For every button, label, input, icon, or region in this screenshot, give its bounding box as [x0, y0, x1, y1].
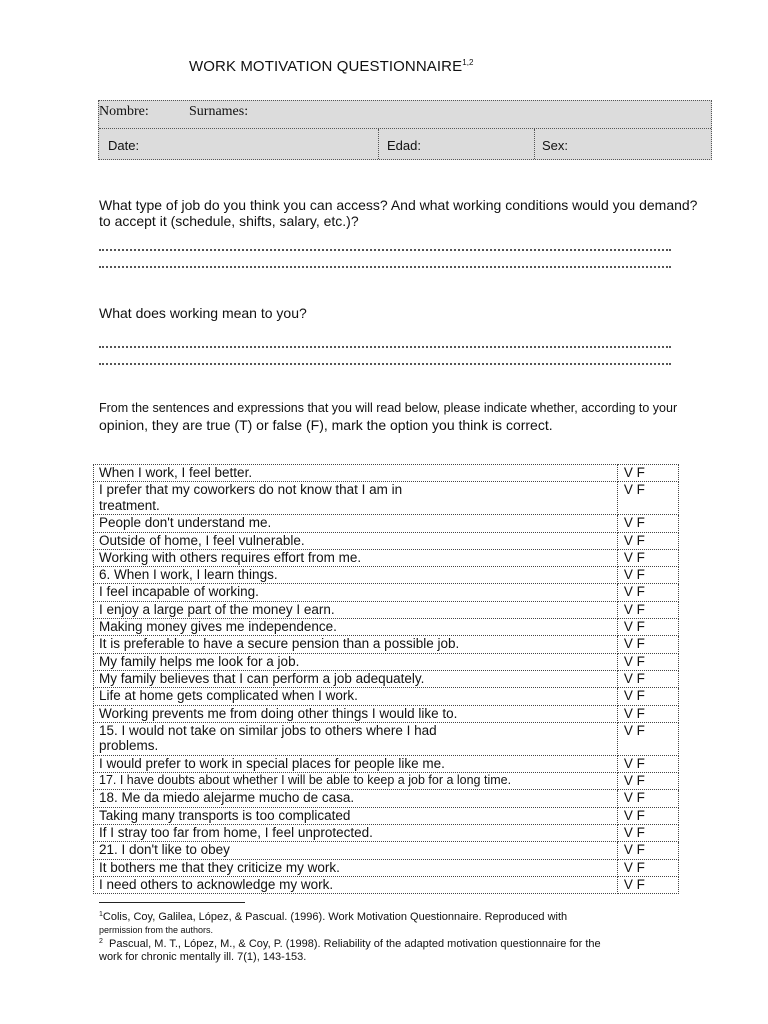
- statement-text: When I work, I feel better.: [94, 465, 618, 482]
- statement-row: [94, 567, 679, 584]
- footnote-1-mark: 1: [99, 911, 103, 918]
- true-false-options[interactable]: V F: [617, 515, 678, 532]
- edad-label: Edad:: [387, 138, 421, 153]
- true-false-options[interactable]: V F: [617, 465, 678, 482]
- statement-row: [94, 825, 679, 842]
- true-false-options[interactable]: V F: [617, 790, 678, 807]
- surnames-label: Surnames:: [189, 104, 249, 119]
- true-false-options[interactable]: V F: [617, 842, 678, 859]
- footnote-1: [99, 908, 659, 937]
- question-working-meaning: What does working mean to you?: [99, 305, 307, 321]
- statement-text: My family believes that I can perform a job adequately.: [94, 670, 618, 687]
- statement-row: [94, 807, 679, 824]
- instructions-line-1: From the sentences and expressions that you will read below, please indicate whether, according to your: [99, 401, 678, 415]
- date-label: Date:: [108, 138, 140, 153]
- statement-row: [94, 515, 679, 532]
- statement-text: I prefer that my coworkers do not know that I am in treatment.: [94, 482, 618, 515]
- statement-text: Working with others requires effort from me.: [94, 549, 618, 566]
- statement-row: [94, 705, 679, 722]
- statement-row: [94, 619, 679, 636]
- statement-text: Making money gives me independence.: [94, 619, 618, 636]
- name-row: [99, 101, 711, 129]
- footnote-1-text: Colis, Coy, Galilea, López, & Pascual. (1996). Work Motivation Questionnaire. Reproduced with: [102, 911, 568, 923]
- statement-row: [94, 653, 679, 670]
- instructions-line-2: opinion, they are true (T) or false (F), mark the option you think is correct.: [99, 417, 553, 433]
- true-false-options[interactable]: V F: [617, 567, 678, 584]
- statements-table: [93, 464, 679, 894]
- statement-text: 6. When I work, I learn things.: [94, 567, 618, 584]
- answer-line[interactable]: [99, 265, 671, 268]
- sex-field[interactable]: [535, 129, 711, 159]
- footnote-separator: [99, 902, 245, 903]
- question-job-access: What type of job do you think you can access? And what working conditions would you demand? to accept it (schedule, shifts, salary, etc.)?: [99, 197, 698, 229]
- title-footnote-refs: 1,2: [462, 58, 474, 67]
- date-field[interactable]: [99, 129, 378, 159]
- true-false-options[interactable]: V F: [617, 670, 678, 687]
- statement-row: [94, 755, 679, 772]
- statement-text: I enjoy a large part of the money I earn.: [94, 601, 618, 618]
- statement-row: [94, 532, 679, 549]
- true-false-options[interactable]: V F: [617, 807, 678, 824]
- answer-line[interactable]: [99, 362, 671, 365]
- statement-text: It is preferable to have a secure pension than a possible job.: [94, 636, 618, 653]
- statement-text: 21. I don't like to obey: [94, 842, 618, 859]
- true-false-options[interactable]: V F: [617, 532, 678, 549]
- statement-row: [94, 601, 679, 618]
- statement-text: 17. I have doubts about whether I will be able to keep a job for a long time.: [94, 773, 618, 790]
- answer-line[interactable]: [99, 248, 671, 251]
- statement-text: If I stray too far from home, I feel unprotected.: [94, 825, 618, 842]
- true-false-options[interactable]: V F: [617, 825, 678, 842]
- statement-text: It bothers me that they criticize my work.: [94, 859, 618, 876]
- nombre-label: Nombre:: [99, 104, 149, 119]
- statement-text: I would prefer to work in special places for people like me.: [94, 755, 618, 772]
- statement-row: [94, 859, 679, 876]
- footnote-2-mark: 2: [99, 938, 103, 945]
- true-false-options[interactable]: V F: [617, 876, 678, 893]
- statements-table-body: [94, 465, 679, 894]
- true-false-options[interactable]: V F: [617, 584, 678, 601]
- document-title: [189, 58, 474, 75]
- true-false-options[interactable]: V F: [617, 619, 678, 636]
- statement-text: 18. Me da miedo alejarme mucho de casa.: [94, 790, 618, 807]
- true-false-options[interactable]: V F: [617, 688, 678, 705]
- statement-text: I need others to acknowledge my work.: [94, 876, 618, 893]
- statement-text: Taking many transports is too complicated: [94, 807, 618, 824]
- statement-text: Outside of home, I feel vulnerable.: [94, 532, 618, 549]
- statement-row: [94, 842, 679, 859]
- statement-row: [94, 549, 679, 566]
- respondent-info-form: [98, 100, 712, 160]
- instructions: [99, 400, 699, 434]
- statement-text: Life at home gets complicated when I work.: [94, 688, 618, 705]
- statement-text: My family helps me look for a job.: [94, 653, 618, 670]
- statement-row: [94, 773, 679, 790]
- true-false-options[interactable]: V F: [617, 653, 678, 670]
- edad-field[interactable]: [379, 129, 534, 159]
- title-text: WORK MOTIVATION QUESTIONNAIRE: [189, 58, 463, 75]
- sex-label: Sex:: [542, 138, 569, 153]
- statement-row: [94, 636, 679, 653]
- statement-text: People don't understand me.: [94, 515, 618, 532]
- footnote-2: [99, 935, 659, 964]
- true-false-options[interactable]: V F: [617, 773, 678, 790]
- statement-row: [94, 688, 679, 705]
- statement-row: [94, 465, 679, 482]
- statement-row: [94, 670, 679, 687]
- statement-text: I feel incapable of working.: [94, 584, 618, 601]
- statement-row: [94, 790, 679, 807]
- true-false-options[interactable]: V F: [617, 755, 678, 772]
- statement-row: [94, 482, 679, 515]
- footnote-1-text-cont: permission from the authors.: [99, 925, 214, 935]
- footnote-2-text-cont: work for chronic mentally ill. 7(1), 143-153.: [99, 951, 307, 963]
- true-false-options[interactable]: V F: [617, 636, 678, 653]
- statement-text: Working prevents me from doing other things I would like to.: [94, 705, 618, 722]
- statement-text: 15. I would not take on similar jobs to others where I had problems.: [94, 722, 618, 755]
- true-false-options[interactable]: V F: [617, 705, 678, 722]
- true-false-options[interactable]: V F: [617, 549, 678, 566]
- statement-row: [94, 584, 679, 601]
- true-false-options[interactable]: V F: [617, 722, 678, 755]
- true-false-options[interactable]: V F: [617, 859, 678, 876]
- statement-row: [94, 876, 679, 893]
- statement-row: [94, 722, 679, 755]
- true-false-options[interactable]: V F: [617, 601, 678, 618]
- footnote-2-text: Pascual, M. T., López, M., & Coy, P. (1998). Reliability of the adapted motivation questionnaire for the: [109, 938, 601, 950]
- true-false-options[interactable]: V F: [617, 482, 678, 515]
- answer-line[interactable]: [99, 345, 671, 348]
